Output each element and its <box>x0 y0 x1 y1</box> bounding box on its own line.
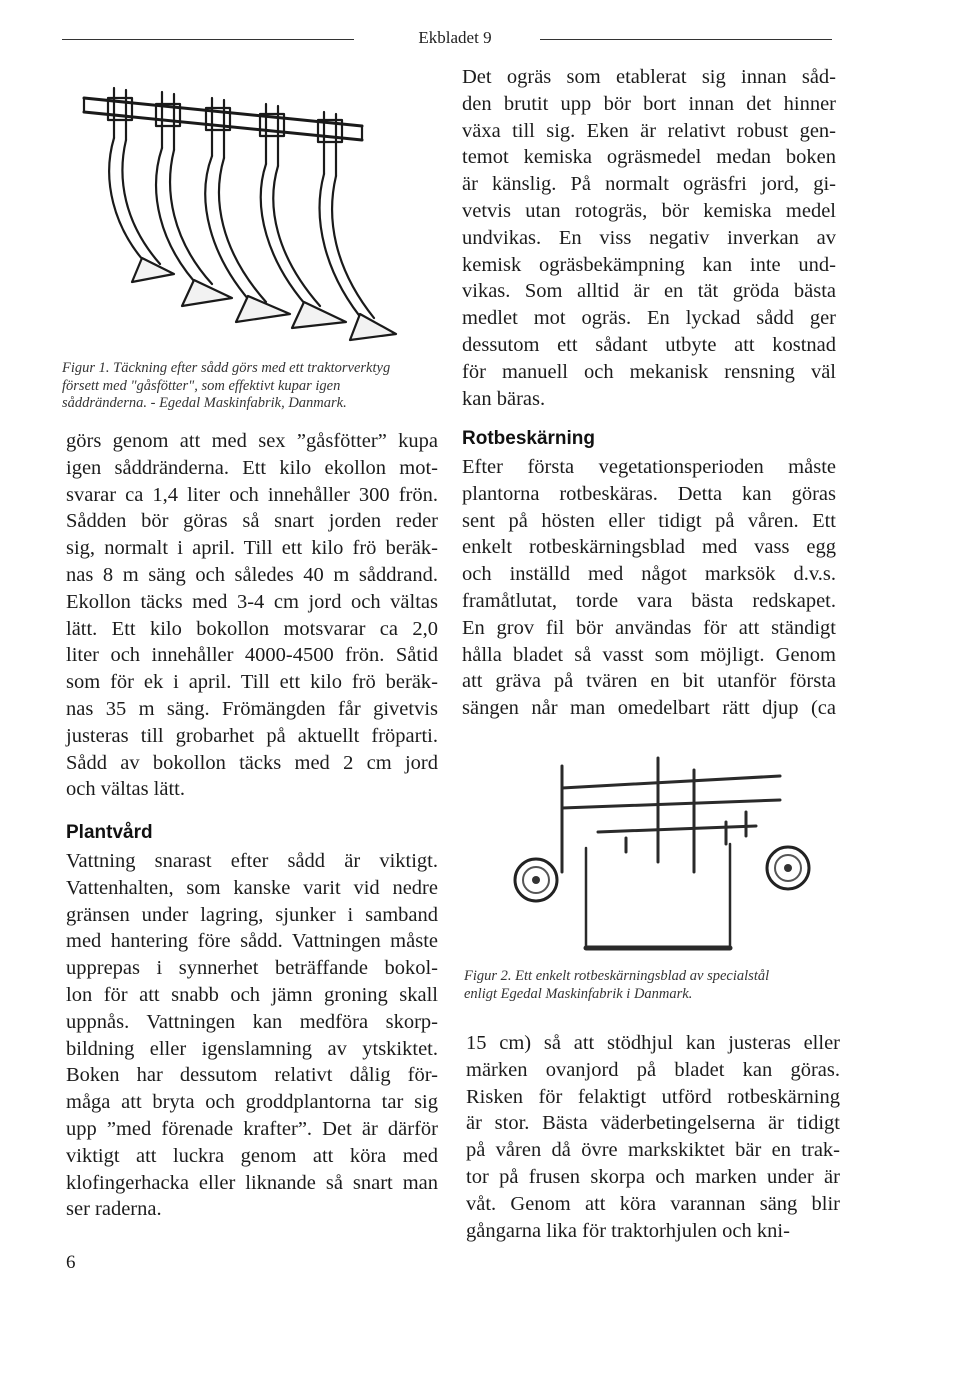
text-line: och inställd med något marksök d.v.s. <box>462 563 836 586</box>
figure-1-caption <box>62 360 422 413</box>
section-heading-rotbeskarning: Rotbeskärning <box>462 428 596 449</box>
text-line: Vattning snarast efter sådd är viktigt. <box>66 850 438 872</box>
figure-2-caption <box>464 968 844 1003</box>
text-line: plantorna rotbeskäras. Detta kan göras <box>462 482 836 505</box>
page-number: 6 <box>66 1252 76 1273</box>
figure-2-root-pruning-blade-photo <box>506 752 816 962</box>
text-line: sent på hösten eller tidigt på våren. Ett <box>462 509 836 532</box>
text-line: som för ek i april. Till ett kilo frö beräk- <box>66 671 438 694</box>
text-line: justeras till grobarhet på aktuellt fröparti. <box>66 724 438 747</box>
text-line: ser raderna. <box>66 1198 162 1221</box>
figure-1-caption-text <box>62 360 422 413</box>
root-pruning-blade-drawing <box>506 752 816 962</box>
left-column-plantvard-section <box>66 822 438 1223</box>
running-title: Ekbladet 9 <box>418 28 492 47</box>
text-line: uppnås. Vattningen kan medföra skorp- <box>66 1010 438 1033</box>
header-rule-left <box>62 39 354 40</box>
right-column-paragraph-3 <box>466 1030 840 1244</box>
text-line: medlet mot ogräs. En lyckad sådd ger <box>462 307 836 330</box>
text-line: kan bäras. <box>462 387 546 410</box>
body-paragraph <box>66 428 438 803</box>
text-line: dessutom ett sådant utbyte att kostnad <box>462 333 836 356</box>
figure-1-cultivator-illustration <box>62 78 402 358</box>
text-line: är känslig. På normalt ogräsfri jord, gi- <box>462 173 836 196</box>
text-line: liter och innehåller 4000-4500 frön. Såtid <box>66 644 438 667</box>
text-line: nas 35 m säng. Frömängden får givetvis <box>66 697 438 720</box>
text-line: sängen når man omedelbart rätt djup (ca <box>462 697 836 720</box>
cultivator-drawing <box>62 78 402 358</box>
text-line: gångarna lika för traktorhjulen och kni- <box>466 1219 790 1242</box>
text-line: framåtlutat, torde vara bästa redskapet. <box>462 589 836 612</box>
caption-line: enligt Egedal Maskinfabrik i Danmark. <box>464 985 693 1002</box>
text-line: Efter första vegetationsperioden måste <box>462 456 836 478</box>
left-column-paragraph-1 <box>66 428 438 803</box>
text-line: viktigt att luckra genom att köra med <box>66 1144 438 1167</box>
text-line: vikas. Som alltid är en tät gröda bästa <box>462 280 836 303</box>
text-line: med hantering före sådd. Vattningen måste <box>66 930 438 953</box>
text-line: 15 cm) så att stödhjul kan justeras eller <box>466 1032 840 1054</box>
right-column-rotbeskarning-section <box>462 428 836 722</box>
text-line: enkelt rotbeskärningsblad med vass egg <box>462 536 836 559</box>
text-line: hålla bladet så vasst som möjligt. Genom <box>462 643 836 666</box>
text-line: Det ogräs som etablerat sig innan såd- <box>462 66 836 88</box>
text-line: temot kemiska ogräsmedel medan boken <box>462 146 836 169</box>
body-paragraph <box>66 848 438 1223</box>
text-line: och vältas lätt. <box>66 778 185 801</box>
text-line: lon för att snabb och jämn groning skall <box>66 983 438 1006</box>
text-line: Ekollon täcks med 3-4 cm jord och vältas <box>66 590 438 613</box>
text-line: En grov fil bör användas för att ständigt <box>462 616 836 639</box>
text-line: upprepas i synnerhet beträffande bokol- <box>66 957 438 980</box>
text-line: Sådden bör göras så snart jorden reder <box>66 510 438 533</box>
caption-line: Figur 1. Täckning efter sådd görs med ett traktorverktyg <box>62 360 391 376</box>
text-line: våt. Genom att köra varannan säng blir <box>466 1192 840 1215</box>
text-line: igen såddränderna. Ett kilo ekollon mot- <box>66 456 438 479</box>
text-line: lätt. Ett kilo bokollon motsvarar ca 2,0 <box>66 617 438 640</box>
right-column-paragraph-1 <box>462 64 836 412</box>
text-line: Sådd av bokollon täcks med 2 cm jord <box>66 751 438 774</box>
body-paragraph <box>462 454 836 722</box>
text-line: gränsen under lagring, sjunker i samband <box>66 903 438 926</box>
text-line: görs genom att med sex ”gåsfötter” kupa <box>66 430 438 452</box>
page-header <box>0 28 960 48</box>
caption-line: försett med "gåsfötter", som effektivt kupar igen <box>62 377 341 394</box>
text-line: att gräva på tvären en bit utanför första <box>462 670 836 693</box>
text-line: klofingerhacka eller liknande så snart man <box>66 1171 438 1194</box>
text-line: för manuell och mekanisk rensning väl <box>462 360 836 383</box>
text-line: Risken för felaktigt utförd rotbeskärning <box>466 1085 840 1108</box>
caption-line: Figur 2. Ett enkelt rotbeskärningsblad av specialstål <box>464 968 770 984</box>
body-paragraph <box>466 1030 840 1244</box>
text-line: växa till sig. Eken är relativt robust gen- <box>462 119 836 142</box>
text-line: vetvis utan rotogräs, bör kemiska medel <box>462 199 836 222</box>
text-line: märken ovanjord på bladet kan göras. <box>466 1058 840 1081</box>
text-line: nas 8 m säng och således 40 m såddrand. <box>66 563 438 586</box>
text-line: den brutit upp bör bort innan det hinner <box>462 92 836 115</box>
header-rule-right <box>540 39 832 40</box>
text-line: på våren då övre markskiktet bär en trak- <box>466 1139 840 1162</box>
body-paragraph <box>462 64 836 412</box>
text-line: bildning eller igenslamning av ytskiktet. <box>66 1037 438 1060</box>
caption-line: såddränderna. - Egedal Maskinfabrik, Danmark. <box>62 395 347 411</box>
section-heading-plantvard: Plantvård <box>66 822 153 843</box>
text-line: upp ”med förenade krafter”. Det är därför <box>66 1117 438 1140</box>
text-line: Boken har dessutom relativt dålig för- <box>66 1064 438 1087</box>
figure-2-caption-text <box>464 968 844 1003</box>
text-line: tor på frusen skorpa och marken under är <box>466 1165 840 1188</box>
text-line: sig, normalt i april. Till ett kilo frö beräk- <box>66 537 438 560</box>
text-line: svarar ca 1,4 liter och innehåller 300 frön. <box>66 483 438 506</box>
text-line: är stor. Bästa väderbetingelserna är tidigt <box>466 1112 840 1135</box>
text-line: kemisk ogräsbekämpning kan inte und- <box>462 253 836 276</box>
text-line: Vattenhalten, som kanske varit vid nedre <box>66 876 438 899</box>
text-line: måga att bryta och groddplantorna tar sig <box>66 1091 438 1114</box>
text-line: undvikas. En viss negativ inverkan av <box>462 226 836 249</box>
